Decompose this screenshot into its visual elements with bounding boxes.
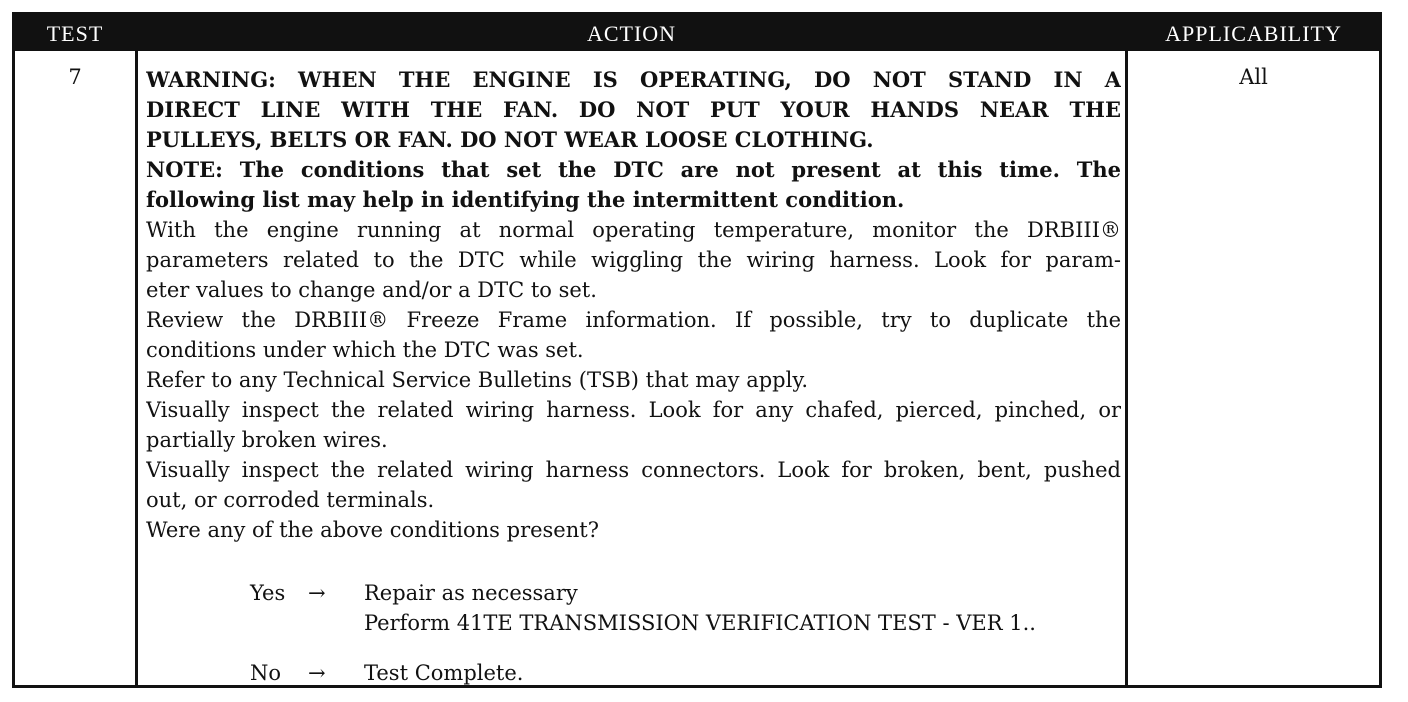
question-line: Were any of the above conditions present? bbox=[146, 518, 599, 542]
answer-no bbox=[250, 658, 524, 688]
note-line: following list may help in identifying the intermittent condition. bbox=[146, 187, 905, 212]
yes-label: Yes bbox=[250, 581, 286, 605]
instruction-line: Visually inspect the related wiring harness. Look for any chafed, pierced, pinched, or bbox=[146, 398, 1121, 422]
header-applicability: APPLICABILITY bbox=[1165, 21, 1342, 46]
applicability-value: All bbox=[1239, 65, 1268, 89]
instruction-line: With the engine running at normal operating temperature, monitor the DRBIII® bbox=[146, 218, 1121, 242]
right-arrow-icon: → bbox=[308, 581, 326, 605]
no-action-1: Test Complete. bbox=[364, 661, 524, 685]
instruction-line: partially broken wires. bbox=[146, 428, 388, 452]
instruction-line: out, or corroded terminals. bbox=[146, 488, 435, 512]
instruction-line: Visually inspect the related wiring harness connectors. Look for broken, bent, pushed bbox=[146, 458, 1121, 482]
yes-action-2: Perform 41TE TRANSMISSION VERIFICATION TEST - VER 1.. bbox=[364, 611, 1036, 635]
note-line: NOTE: The conditions that set the DTC are not present at this time. The bbox=[146, 157, 1121, 182]
instruction-line: parameters related to the DTC while wiggling the wiring harness. Look for param- bbox=[146, 248, 1121, 272]
instruction-line: Review the DRBIII® Freeze Frame information. If possible, try to duplicate the bbox=[146, 308, 1121, 332]
instruction-line: conditions under which the DTC was set. bbox=[146, 338, 584, 362]
warning-line: PULLEYS, BELTS OR FAN. DO NOT WEAR LOOSE CLOTHING. bbox=[146, 127, 874, 152]
instruction-line: Refer to any Technical Service Bulletins (TSB) that may apply. bbox=[146, 368, 809, 392]
right-arrow-icon: → bbox=[308, 661, 326, 685]
table-header bbox=[15, 15, 1379, 51]
column-divider-test bbox=[135, 51, 138, 685]
instruction-line: eter values to change and/or a DTC to set. bbox=[146, 278, 597, 302]
warning-line: WARNING: WHEN THE ENGINE IS OPERATING, DO NOT STAND IN A bbox=[146, 67, 1121, 92]
header-action: ACTION bbox=[586, 21, 677, 46]
answer-yes bbox=[250, 578, 578, 608]
column-divider-applicability bbox=[1125, 51, 1128, 685]
yes-action-1: Repair as necessary bbox=[364, 581, 578, 605]
action-cell bbox=[146, 65, 1121, 685]
no-label: No bbox=[250, 661, 282, 685]
test-number: 7 bbox=[68, 65, 82, 89]
diagnostic-test-table bbox=[12, 12, 1382, 688]
header-test: TEST bbox=[46, 21, 104, 46]
warning-line: DIRECT LINE WITH THE FAN. DO NOT PUT YOUR HANDS NEAR THE bbox=[146, 97, 1121, 122]
